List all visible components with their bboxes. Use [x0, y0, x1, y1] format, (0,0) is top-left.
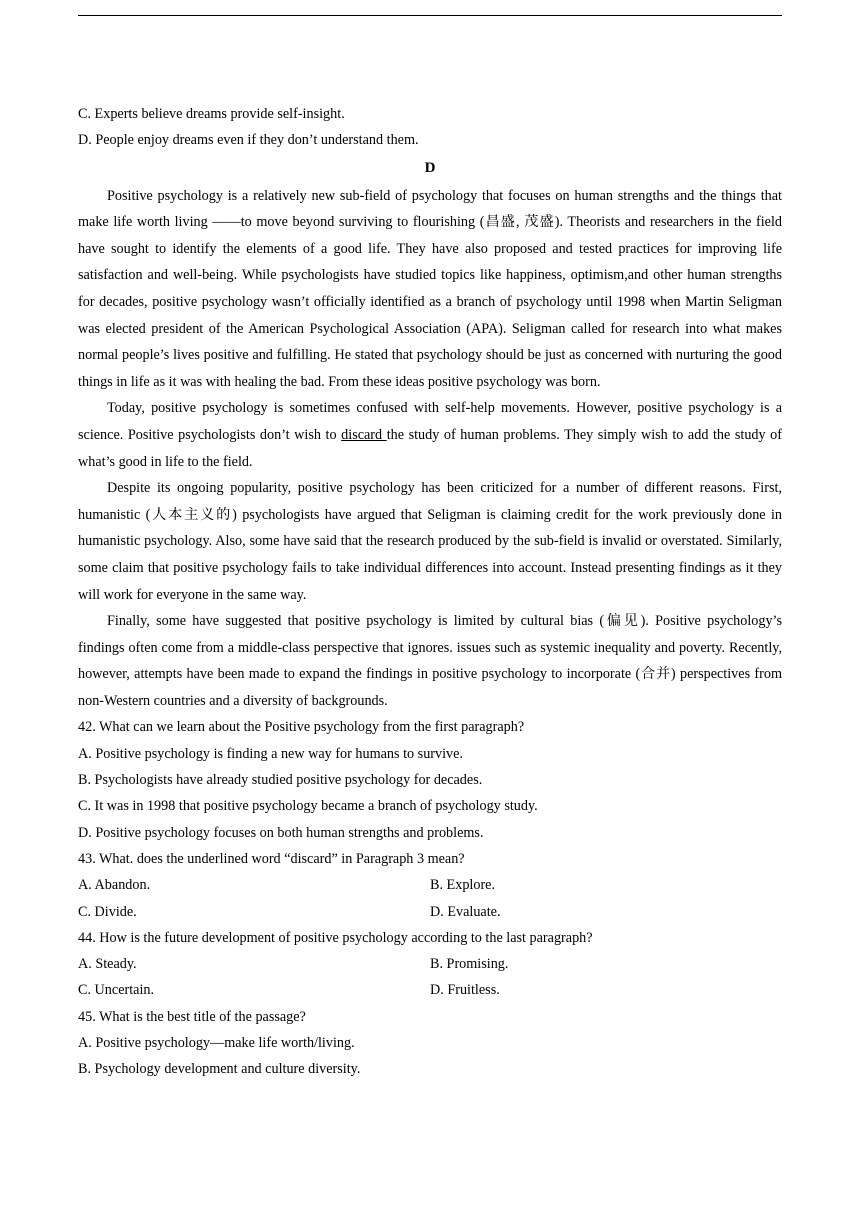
question-43-options-row-1: [78, 872, 782, 898]
underlined-word-discard: discard: [341, 426, 387, 443]
question-44-option-a: A. Steady.: [78, 956, 137, 973]
question-45-stem: 45. What is the best title of the passage?: [78, 1008, 306, 1025]
question-43-option-b: B. Explore.: [430, 877, 496, 894]
question-44-option-b: B. Promising.: [430, 956, 509, 973]
question-43-options-row-2: [78, 899, 782, 925]
question-42-option-d: D. Positive psychology focuses on both human strengths and problems.: [78, 824, 484, 841]
section-heading: D: [424, 159, 436, 176]
passage-paragraph-4: Finally, some have suggested that positive psychology is limited by cultural bias (偏见). Positive psychology’s findings often come from a middle-class perspective that ignores. issues such as systemic inequality and poverty. Recently, however, attempts have been made to expand the findings in positive psychology to incorporate (合并) perspectives from non-Western countries and a diversity of backgrounds.: [78, 613, 782, 709]
question-43-option-a: A. Abandon.: [78, 877, 151, 894]
question-44-option-c: C. Uncertain.: [78, 982, 155, 999]
question-44-options-row-1: [78, 951, 782, 977]
question-44-stem: 44. How is the future development of positive psychology according to the last paragraph?: [78, 929, 593, 946]
prev-option-c: C. Experts believe dreams provide self-insight.: [78, 106, 345, 122]
passage-paragraph-1: Positive psychology is a relatively new sub-field of psychology that focuses on human strengths and the things that make life worth living ——to move beyond surviving to flourishing (昌盛, 茂盛). Theorists and researchers in the field have sought to identify the elements of a good life. They have also proposed and tested practices for improving life satisfaction and well-being. While psychologists have studied topics like happiness, optimism,and other human strengths for decades, positive psychology wasn’t officially identified as a branch of psychology until 1998 when Martin Seligman was elected president of the American Psychological Association (APA). Seligman called for research into what makes normal people’s lives positive and fulfilling. He stated that psychology should be just as concerned with nurturing the good things in life as it was with healing the bad. From these ideas positive psychology was born.: [78, 187, 782, 390]
header-rule: [78, 15, 782, 16]
passage-paragraph-3: Despite its ongoing popularity, positive psychology has been criticized for a number of different reasons. First, humanistic (人本主义的) psychologists have argued that Seligman is claiming credit for the work previously done in humanistic psychology. Also, some have said that the research produced by the sub-field is invalid or overstated. Similarly, some claim that positive psychology fails to take individual differences into account. Instead presenting findings as it they will work for everyone in the same way.: [78, 480, 782, 603]
question-43-option-c: C. Divide.: [78, 903, 137, 920]
question-42-option-c: C. It was in 1998 that positive psychology became a branch of psychology study.: [78, 798, 538, 815]
passage-paragraph-2: [78, 395, 782, 475]
paragraph-2-text-after: the study of human problems. They simply wish to add the study of what’s good in life to the field.: [78, 426, 782, 470]
question-45-option-a: A. Positive psychology—make life worth/living.: [78, 1035, 355, 1052]
question-44-options-row-2: [78, 977, 782, 1003]
question-43-stem: 43. What. does the underlined word “discard” in Paragraph 3 mean?: [78, 850, 465, 867]
question-42-stem: 42. What can we learn about the Positive psychology from the first paragraph?: [78, 719, 525, 736]
page-content: [78, 101, 782, 1083]
question-42-option-b: B. Psychologists have already studied positive psychology for decades.: [78, 772, 483, 789]
question-42-option-a: A. Positive psychology is finding a new way for humans to survive.: [78, 745, 463, 762]
paragraph-2-text-before: Today, positive psychology is sometimes confused with self-help movements. However, positive psychology is a science. Positive psychologists don’t wish to: [78, 400, 782, 443]
question-45-option-b: B. Psychology development and culture diversity.: [78, 1061, 361, 1078]
question-44-option-d: D. Fruitless.: [430, 982, 500, 999]
question-43-option-d: D. Evaluate.: [430, 903, 501, 920]
prev-option-d: D. People enjoy dreams even if they don’t understand them.: [78, 132, 419, 149]
